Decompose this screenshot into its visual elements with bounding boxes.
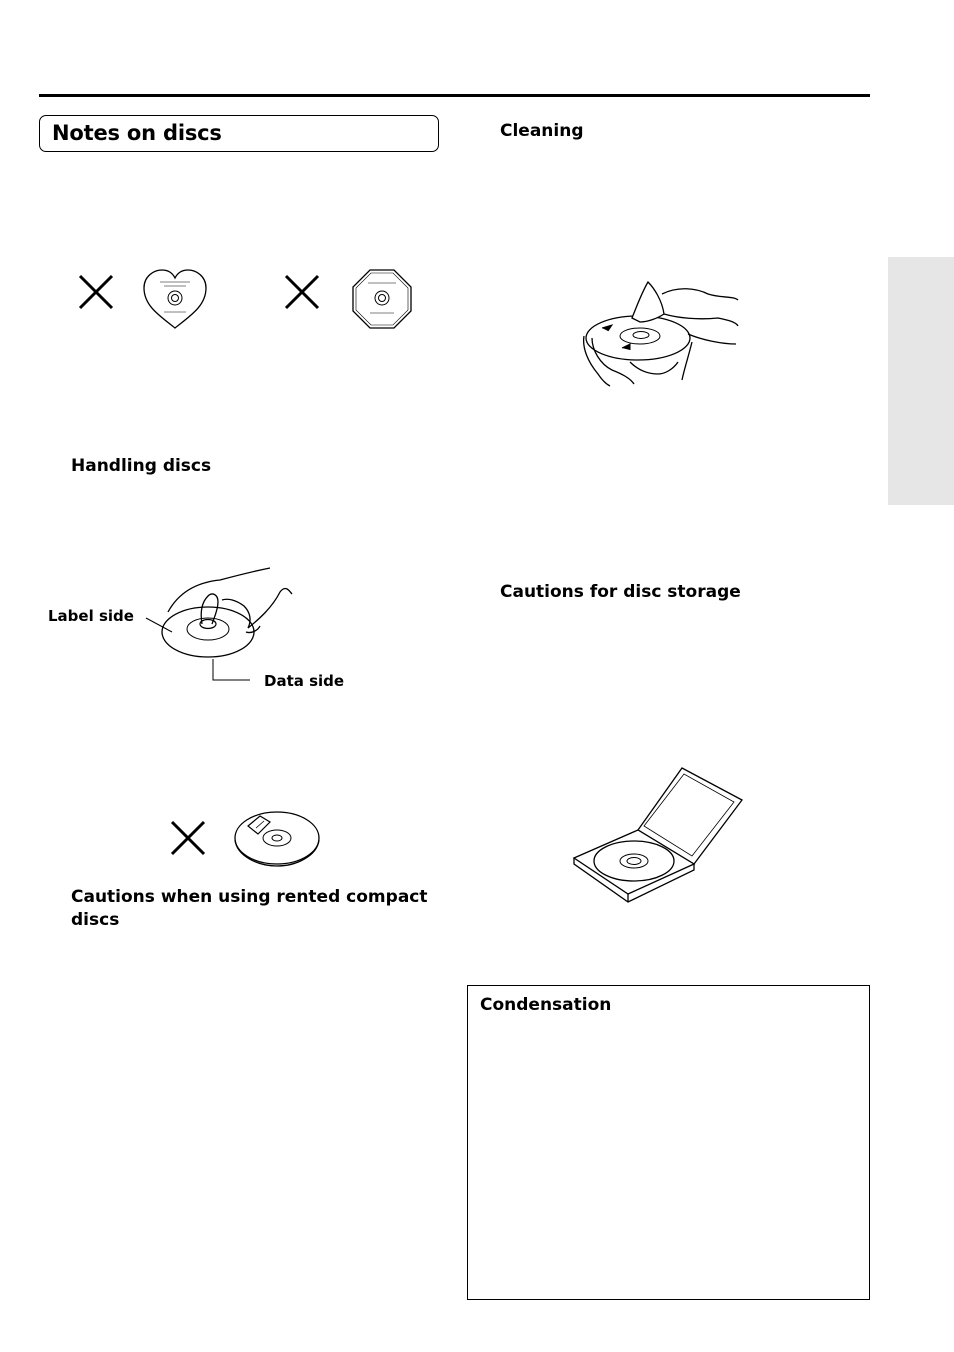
side-tab <box>888 257 954 505</box>
top-rule <box>39 94 870 97</box>
section-title-box <box>39 115 439 152</box>
disc-case-illustration <box>572 766 746 904</box>
x-mark-icon <box>284 274 320 310</box>
section-title: Notes on discs <box>52 121 222 145</box>
x-mark-icon <box>78 274 114 310</box>
x-mark-icon <box>170 820 206 856</box>
heading-cleaning: Cleaning <box>500 121 584 141</box>
heading-disc-storage: Cautions for disc storage <box>500 582 741 602</box>
heading-handling-discs: Handling discs <box>71 456 212 476</box>
disc-with-tape-illustration <box>234 810 322 870</box>
heading-rented-discs: Cautions when using rented compact discs <box>71 887 428 930</box>
heart-disc-icon <box>140 268 210 330</box>
heading-condensation: Condensation <box>480 995 612 1015</box>
data-side-text: Data side <box>264 672 345 690</box>
hand-holding-disc-illustration <box>140 562 300 687</box>
condensation-box <box>467 985 870 1300</box>
octagon-disc-icon <box>352 269 412 329</box>
cleaning-disc-illustration <box>578 278 743 388</box>
label-side-text: Label side <box>48 607 134 625</box>
